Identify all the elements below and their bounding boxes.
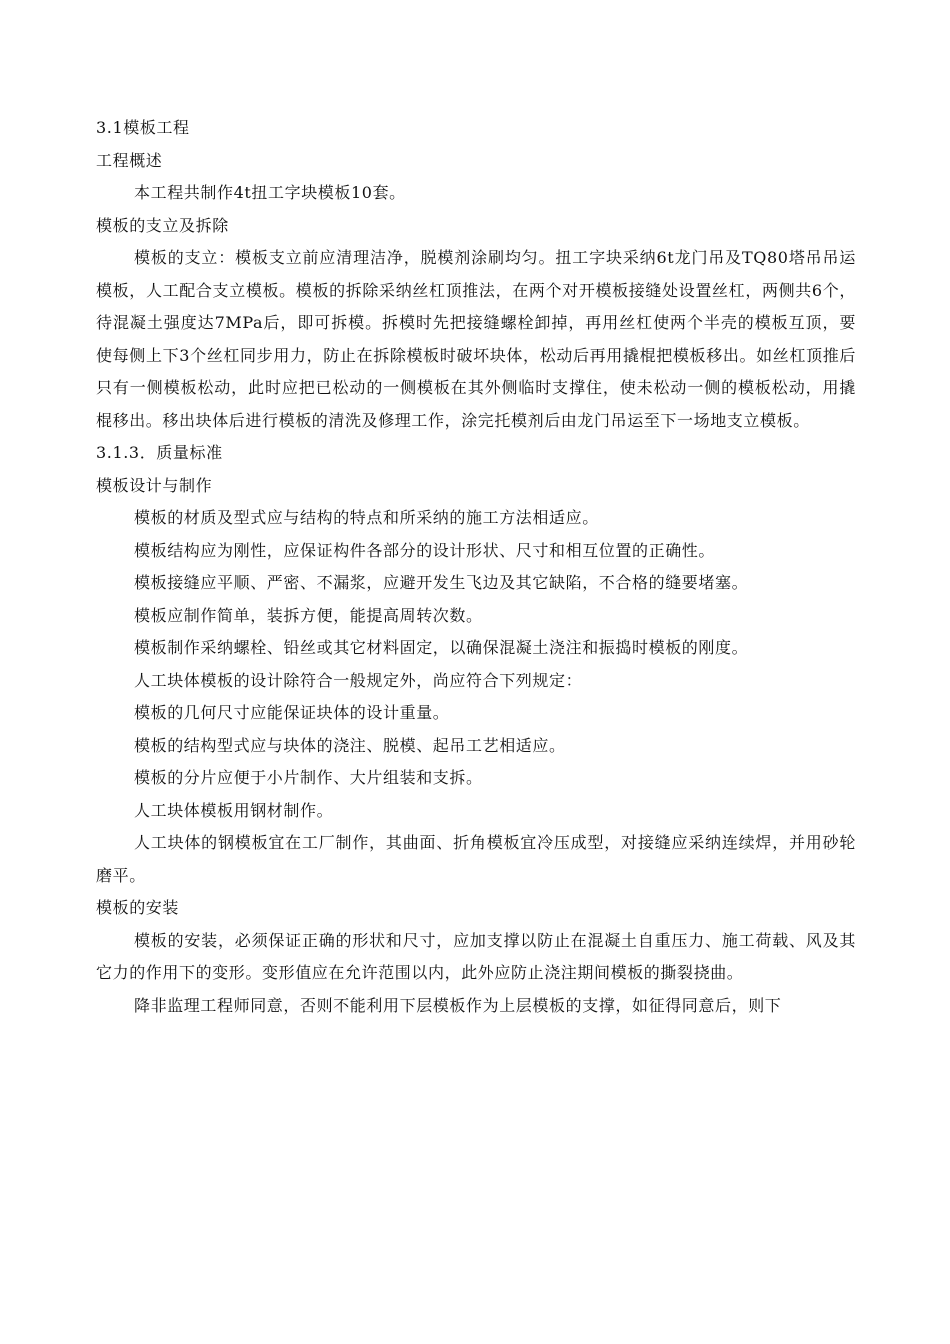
paragraph: 人工块体的钢模板宜在工厂制作，其曲面、折角模板宜冷压成型，对接缝应采纳连续焊，并用砂轮磨平。 — [96, 833, 856, 885]
subsection-heading: 模板设计与制作 — [96, 475, 213, 495]
paragraph: 模板结构应为刚性，应保证构件各部分的设计形状、尺寸和相互位置的正确性。 — [134, 540, 716, 560]
subsection-heading: 模板的支立及拆除 — [96, 215, 229, 235]
section-heading: 3.1.3．质量标准 — [96, 443, 223, 462]
subsection-heading: 模板的安装 — [96, 898, 180, 917]
subsection-heading: 工程概述 — [96, 150, 163, 170]
paragraph: 模板应制作简单，装拆方便，能提高周转次数。 — [134, 605, 483, 625]
paragraph: 模板的材质及型式应与结构的特点和所采纳的施工方法相适应。 — [134, 508, 599, 527]
section-heading: 3.1模板工程 — [96, 118, 190, 137]
document-body — [96, 112, 856, 1022]
paragraph: 模板制作采纳螺栓、铅丝或其它材料固定，以确保混凝土浇注和振捣时模板的刚度。 — [134, 638, 749, 657]
paragraph: 模板接缝应平顺、严密、不漏浆，应避开发生飞边及其它缺陷，不合格的缝要堵塞。 — [134, 573, 749, 592]
paragraph: 模板的几何尺寸应能保证块体的设计重量。 — [134, 703, 450, 722]
paragraph: 模板的结构型式应与块体的浇注、脱模、起吊工艺相适应。 — [134, 735, 566, 755]
paragraph: 本工程共制作4t扭工字块模板10套。 — [134, 183, 406, 202]
paragraph: 模板的安装，必须保证正确的形状和尺寸，应加支撑以防止在混凝土自重压力、施工荷载、风及其它力的作用下的变形。变形值应在允许范围以内，此外应防止浇注期间模板的撕裂挠曲。 — [96, 930, 856, 982]
paragraph: 降非监理工程师同意，否则不能利用下层模板作为上层模板的支撑，如征得同意后，则下 — [134, 995, 782, 1015]
paragraph: 人工块体模板用钢材制作。 — [134, 800, 334, 820]
paragraph: 模板的分片应便于小片制作、大片组装和支拆。 — [134, 768, 483, 787]
paragraph: 人工块体模板的设计除符合一般规定外，尚应符合下列规定： — [134, 670, 583, 690]
paragraph: 模板的支立：模板支立前应清理洁净，脱模剂涂刷均匀。扭工字块采纳6t龙门吊及TQ80塔吊吊运模板，人工配合支立模板。模板的拆除采纳丝杠顶推法，在两个对开模板接缝处设置丝杠，两侧共6个，待混凝土强度达7MPa后，即可拆模。拆模时先把接缝螺栓卸掉，再用丝杠使两个半壳的模板互顶，要使每侧上下3个丝杠同步用力，防止在拆除模板时破坏块体，松动后再用撬棍把模板移出。如丝杠顶推后只有一侧模板松动，此时应把已松动的一侧模板在其外侧临时支撑住，使未松动一侧的模板松动，用撬棍移出。移出块体后进行模板的清洗及修理工作，涂完托模剂后由龙门吊运至下一场地支立模板。 — [96, 248, 856, 430]
